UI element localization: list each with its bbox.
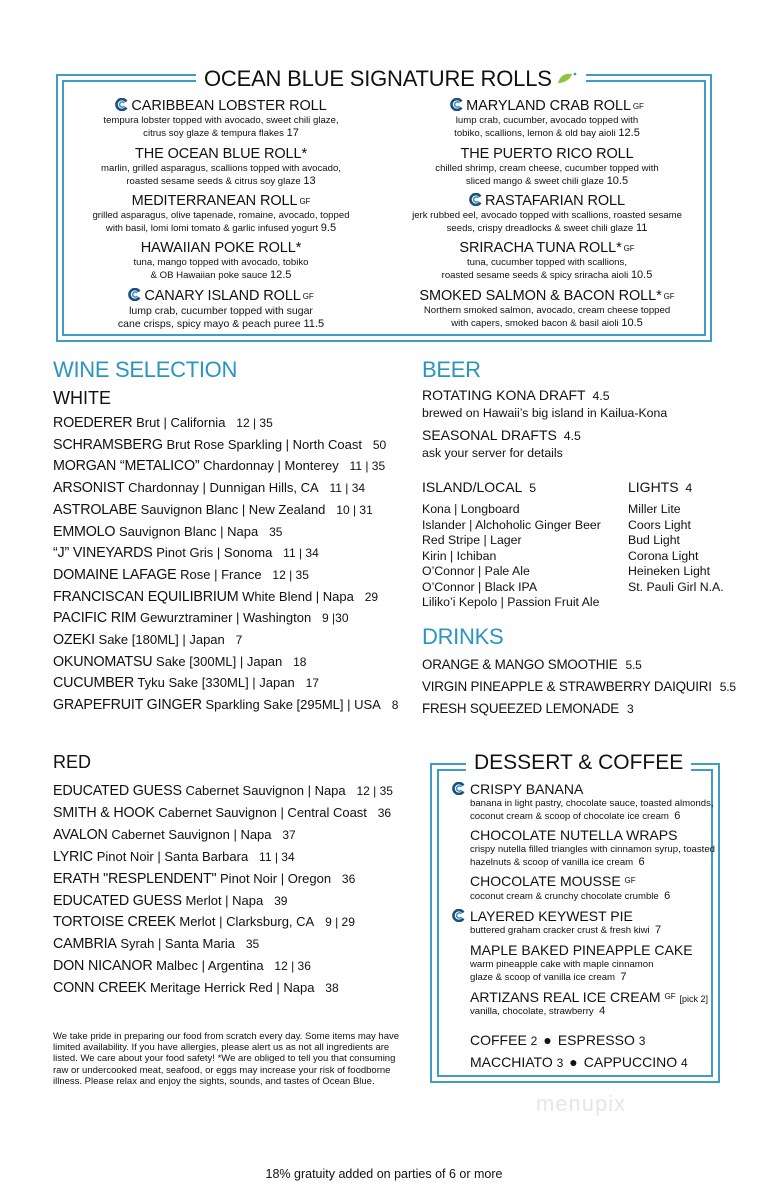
wine-desc: Pinot Gris | Sonoma	[156, 545, 273, 561]
roll-desc-line2: roasted sesame seeds & citrus soy glaze	[126, 176, 301, 187]
dessert-desc: coconut cream & crunchy chocolate crumble	[470, 891, 659, 902]
dessert-name: CRISPY BANANA	[470, 781, 584, 797]
beer-local-title: ISLAND/LOCAL	[422, 479, 523, 495]
wine-item	[53, 458, 385, 474]
beer-local-price: 5	[529, 481, 537, 495]
coffee-price: 4	[681, 1056, 688, 1070]
roll-name: CANARY ISLAND ROLL	[144, 288, 301, 304]
wine-item	[53, 415, 273, 431]
wine-item	[53, 697, 398, 713]
wine-item	[53, 589, 378, 605]
beer-draft-seasonal	[422, 428, 581, 444]
gluten-free-tag: GF	[623, 244, 635, 253]
wine-item	[53, 958, 311, 974]
roll-desc-line2: cane crisps, spicy mayo & peach puree	[117, 318, 301, 330]
roll-price: 9.5	[320, 222, 337, 234]
drinks-title: DRINKS	[422, 624, 504, 649]
wine-price: 11 | 34	[329, 481, 366, 496]
wine-desc: Cabernet Sauvignon | Napa	[111, 826, 272, 842]
wine-name: DON NICANOR	[53, 958, 153, 975]
beer-draft-price: 4.5	[592, 389, 610, 403]
wine-price: 9 |30	[322, 611, 349, 626]
signature-title-wrap	[196, 66, 586, 92]
wine-price: 36	[377, 805, 392, 820]
coffee-price: 3	[556, 1056, 564, 1070]
dessert-desc: buttered graham cracker crust & fresh kiwi	[470, 925, 650, 936]
wine-name: PACIFIC RIM	[53, 610, 137, 627]
roll-desc-line2: roasted sesame seeds & spicy sriracha aioli	[441, 270, 629, 281]
dessert-price: 6	[674, 810, 681, 822]
wine-item	[53, 437, 386, 453]
wine-item	[53, 893, 287, 909]
wine-desc: Tyku Sake [330ML] | Japan	[137, 675, 295, 691]
roll-desc-line2: citrus soy glaze & tempura flakes	[143, 128, 284, 139]
wine-desc: Merlot | Napa	[185, 892, 264, 908]
drink-price: 5.5	[625, 658, 642, 672]
wine-name: MORGAN “METALICO”	[53, 458, 200, 475]
wine-name: DOMAINE LAFAGE	[53, 566, 177, 583]
signature-title: OCEAN BLUE SIGNATURE ROLLS	[204, 66, 552, 91]
roll-name: MEDITERRANEAN ROLL	[131, 193, 298, 209]
dessert-item-name	[470, 873, 636, 889]
coffee-name: ESPRESSO	[557, 1032, 635, 1048]
bullet-icon: ●	[543, 1032, 552, 1048]
wine-item	[53, 524, 282, 540]
wine-name: OZEKI	[53, 632, 95, 648]
wine-desc: Gewurztraminer | Washington	[139, 610, 312, 626]
wine-item	[53, 783, 393, 799]
roll-name: CARIBBEAN LOBSTER ROLL	[131, 98, 327, 114]
coffee-name: COFFEE	[470, 1032, 527, 1048]
white-wine-title: WHITE	[53, 388, 111, 408]
roll-price: 11	[635, 222, 648, 234]
beer-lights-price: 4	[685, 481, 693, 495]
wine-price: 29	[364, 589, 379, 604]
beer-draft-rotating-desc: brewed on Hawaii’s big island in Kailua-Kona	[422, 406, 668, 420]
roll-price: 12.5	[270, 269, 292, 281]
roll-desc-line1: tuna, mango topped with avocado, tobiko	[133, 257, 309, 268]
roll-desc-line1: tempura lobster topped with avocado, sweet chili glaze,	[103, 115, 339, 126]
roll-maryland-crab	[382, 98, 712, 140]
wine-item	[53, 980, 339, 996]
wine-name: “J” VINEYARDS	[53, 545, 153, 562]
roll-desc-line2: with capers, smoked bacon & basil aioli	[451, 318, 619, 329]
dessert-name: MAPLE BAKED PINEAPPLE CAKE	[470, 942, 693, 958]
beer-lights-item: Heineken Light	[628, 564, 711, 578]
dessert-name: CHOCOLATE NUTELLA WRAPS	[470, 827, 678, 843]
wine-desc: Chardonnay | Dunnigan Hills, CA	[128, 480, 319, 496]
roll-desc-line1: lump crab, cucumber topped with sugar	[129, 305, 313, 317]
dessert-price: 6	[664, 890, 671, 902]
drink-name: VIRGIN PINEAPPLE & STRAWBERRY DAIQUIRI	[422, 679, 712, 694]
beer-lights-heading	[628, 480, 692, 496]
wine-price: 17	[305, 676, 319, 691]
dessert-desc: crispy nutella filled triangles with cinnamon syrup, toasted hazelnuts & scoop of vanilla ice cream	[470, 844, 715, 868]
dessert-item-name	[470, 942, 693, 958]
beer-local-item: Red Stripe | Lager	[422, 533, 522, 547]
wine-desc: Rose | France	[180, 566, 262, 582]
wine-price: 50	[372, 437, 387, 452]
wine-item	[53, 871, 355, 887]
wine-price: 36	[341, 871, 356, 886]
wine-name: TORTOISE CREEK	[53, 914, 176, 931]
wine-name: ARSONIST	[53, 480, 125, 497]
wine-desc: Sparkling Sake [295ML] | USA	[205, 697, 381, 713]
wine-name: CUCUMBER	[53, 675, 135, 692]
wine-name: ASTROLABE	[53, 501, 138, 518]
roll-desc-line2: tobiko, scallions, lemon & old bay aioli	[454, 128, 616, 139]
roll-name: RASTAFARIAN ROLL	[485, 193, 625, 209]
roll-ocean-blue	[56, 146, 386, 188]
wine-desc: Sake [300ML] | Japan	[156, 653, 283, 669]
drink-item	[422, 657, 642, 673]
dessert-item-name	[470, 781, 583, 797]
wine-price: 38	[325, 981, 339, 996]
roll-smoked-salmon	[382, 288, 712, 330]
wine-desc: White Blend | Napa	[242, 588, 354, 604]
roll-desc-line1: grilled asparagus, olive tapenade, romaine, avocado, topped	[92, 210, 350, 221]
dessert-desc: banana in light pastry, chocolate sauce, toasted almonds, coconut cream & scoop of chocolate ice cream	[470, 798, 714, 822]
ocean-blue-logo-icon	[128, 288, 141, 301]
dessert-price: 6	[638, 856, 645, 868]
drink-name: FRESH SQUEEZED LEMONADE	[422, 701, 620, 716]
wine-desc: Pinot Noir | Oregon	[220, 870, 332, 886]
roll-desc-line1: marlin, grilled asparagus, scallions topped with avocado,	[101, 163, 341, 174]
roll-name: HAWAIIAN POKE ROLL*	[140, 240, 302, 256]
wine-desc: Syrah | Santa Maria	[120, 936, 236, 952]
wine-item	[53, 654, 306, 670]
roll-mediterranean	[56, 193, 386, 235]
wine-item	[53, 914, 355, 930]
roll-desc-line1: chilled shrimp, cream cheese, cucumber topped with	[435, 163, 659, 174]
beer-draft-price: 4.5	[563, 429, 581, 443]
coffee-row-2	[470, 1054, 688, 1072]
ocean-blue-logo-icon	[469, 193, 482, 206]
wine-item	[53, 610, 349, 626]
wine-desc: Cabernet Sauvignon | Napa	[185, 783, 346, 798]
wine-desc: Pinot Noir | Santa Barbara	[96, 848, 249, 864]
ice-cream-note: [pick 2]	[679, 994, 708, 1004]
wine-desc: Brut | California	[136, 415, 226, 430]
wine-price: 9 | 29	[325, 915, 355, 930]
wine-item	[53, 827, 296, 843]
roll-desc-line1: lump crab, cucumber, avocado topped with	[455, 115, 639, 126]
wine-price: 35	[269, 524, 283, 539]
roll-rastafarian	[382, 193, 712, 235]
beer-local-heading	[422, 480, 536, 496]
dessert-item-desc	[470, 1005, 715, 1018]
wine-desc: Sauvignon Blanc | Napa	[118, 523, 259, 539]
roll-price: 10.5	[630, 269, 653, 281]
beer-lights-item: Corona Light	[628, 548, 699, 563]
dessert-item-desc	[470, 959, 675, 984]
wine-desc: Merlot | Clarksburg, CA	[179, 914, 315, 930]
roll-desc-line1: Northern smoked salmon, avocado, cream cheese topped	[423, 305, 671, 316]
dessert-item-desc	[470, 924, 715, 937]
dessert-title: DESSERT & COFFEE	[474, 751, 684, 774]
gluten-free-tag: GF	[664, 992, 676, 1001]
beer-lights-title: LIGHTS	[628, 479, 679, 495]
wine-desc: Brut Rose Sparkling | North Coast	[166, 436, 363, 452]
roll-caribbean-lobster	[56, 98, 386, 140]
wine-name: FRANCISCAN EQUILIBRIUM	[53, 588, 239, 605]
wine-desc: Sake [180ML] | Japan	[98, 632, 225, 647]
dessert-price: 7	[620, 971, 627, 983]
beer-local-item: O’Connor | Black IPA	[422, 579, 538, 594]
coffee-name: CAPPUCCINO	[583, 1054, 678, 1070]
roll-name: SRIRACHA TUNA ROLL*	[459, 240, 622, 256]
wine-price: 35	[245, 937, 260, 952]
roll-hawaiian-poke	[56, 240, 386, 282]
gratuity-footer: 18% gratuity added on parties of 6 or more	[265, 1167, 503, 1181]
wine-price: 12 | 35	[272, 567, 309, 582]
wine-name: GRAPEFRUIT GINGER	[53, 697, 202, 714]
wine-name: EDUCATED GUESS	[53, 892, 182, 909]
wine-name: EDUCATED GUESS	[53, 783, 182, 799]
drink-item	[422, 679, 736, 695]
wine-desc: Meritage Herrick Red | Napa	[149, 980, 315, 996]
beer-lights-item: Miller Lite	[628, 502, 681, 516]
gluten-free-tag: GF	[624, 876, 636, 885]
roll-desc-line2: sliced mango & sweet chili glaze	[465, 176, 605, 187]
beer-draft-name: ROTATING KONA DRAFT	[422, 387, 586, 403]
drink-price: 5.5	[719, 680, 736, 694]
beer-local-item: Islander | Alchoholic Ginger Beer	[422, 517, 601, 532]
bullet-icon: ●	[569, 1054, 578, 1070]
wine-price: 7	[235, 633, 243, 647]
dessert-price: 4	[599, 1005, 606, 1017]
drink-price: 3	[627, 702, 634, 716]
beer-local-item: Kona | Longboard	[422, 502, 520, 516]
dessert-item-desc	[470, 844, 715, 869]
watermark: menupix	[536, 1091, 627, 1116]
wine-name: OKUNOMATSU	[53, 653, 153, 670]
drink-item	[422, 701, 634, 717]
roll-name: MARYLAND CRAB ROLL	[466, 98, 631, 114]
wine-name: AVALON	[53, 826, 108, 843]
wine-price: 8	[391, 698, 399, 713]
roll-desc-line2: seeds, crispy dreadlocks & sweet chili glaze	[446, 223, 634, 234]
roll-canary-island	[56, 288, 386, 331]
wine-name: SMITH & HOOK	[53, 804, 155, 821]
roll-name: SMOKED SALMON & BACON ROLL*	[419, 288, 662, 304]
wine-item	[53, 805, 391, 821]
roll-price: 12.5	[618, 127, 640, 139]
roll-price: 10.5	[606, 175, 629, 187]
roll-price: 13	[303, 175, 316, 187]
ocean-blue-logo-icon	[115, 98, 128, 111]
roll-price: 10.5	[621, 317, 643, 329]
coffee-name: MACCHIATO	[470, 1054, 553, 1070]
wine-item	[53, 480, 365, 496]
dessert-desc: vanilla, chocolate, strawberry	[470, 1006, 594, 1017]
wine-item	[53, 936, 259, 952]
wine-name: LYRIC	[53, 848, 94, 865]
wine-price: 37	[282, 827, 296, 842]
beer-lights-item: St. Pauli Girl N.A.	[628, 579, 724, 594]
wine-price: 11 | 34	[259, 849, 295, 864]
gluten-free-tag: GF	[302, 292, 314, 301]
wine-item	[53, 567, 309, 583]
wine-price: 12 | 35	[356, 784, 393, 798]
coffee-price: 2	[530, 1034, 538, 1048]
ocean-blue-logo-icon	[452, 909, 465, 922]
beer-title: BEER	[422, 357, 481, 382]
wine-price: 12 | 36	[274, 959, 311, 974]
gluten-free-tag: GF	[299, 197, 311, 206]
beer-lights-item: Coors Light	[628, 517, 691, 532]
wine-desc: Cabernet Sauvignon | Central Coast	[158, 804, 367, 820]
wine-desc: Sauvignon Blanc | New Zealand	[140, 501, 326, 517]
dessert-item-name	[470, 908, 633, 924]
wine-price: 11 | 34	[283, 546, 319, 561]
dessert-title-wrap	[466, 751, 691, 775]
beer-draft-name: SEASONAL DRAFTS	[422, 427, 557, 443]
wine-name: EMMOLO	[53, 523, 116, 540]
roll-name: THE PUERTO RICO ROLL	[460, 146, 634, 162]
wine-desc: Malbec | Argentina	[156, 958, 264, 974]
ocean-blue-logo-icon	[452, 782, 465, 795]
dessert-item-desc	[470, 890, 715, 903]
wine-item	[53, 502, 373, 518]
wine-item	[53, 849, 295, 865]
roll-desc-line2: with basil, lomi lomi tomato & garlic infused yogurt	[105, 223, 319, 234]
gluten-free-tag: GF	[663, 292, 675, 301]
beer-draft-seasonal-desc: ask your server for details	[422, 446, 563, 460]
gluten-free-tag: GF	[632, 102, 644, 111]
coffee-price: 3	[638, 1034, 646, 1048]
wine-name: CAMBRIA	[53, 936, 117, 953]
ocean-blue-logo-icon	[450, 98, 463, 111]
coffee-row-1	[470, 1032, 645, 1050]
beer-local-item: Kirin | Ichiban	[422, 548, 497, 563]
wine-price: 10 | 31	[336, 502, 373, 517]
wine-desc: Chardonnay | Monterey	[203, 458, 339, 474]
wine-item	[53, 675, 319, 691]
wine-price: 12 | 35	[236, 416, 273, 430]
red-wine-title: RED	[53, 752, 92, 772]
roll-puerto-rico	[382, 146, 712, 188]
beer-draft-rotating	[422, 388, 610, 404]
dessert-desc: warm pineapple cake with maple cinnamon glaze & scoop of vanilla ice cream	[470, 959, 654, 983]
food-safety-disclaimer: We take pride in preparing our food from scratch every day. Some items may have limited availability. If you have allergies, please alert us as not all ingredients are listed. We care about your food safety! *We are obliged to tell you that consuming raw or undercooked meat, seafood, or eggs may increase your risk of foodborne illness. Please relax and enjoy the sights, sounds, and tastes of Ocean Blue.	[53, 1031, 400, 1087]
wine-price: 18	[293, 654, 307, 669]
roll-price: 11.5	[303, 318, 325, 330]
drink-name: ORANGE & MANGO SMOOTHIE	[422, 657, 618, 672]
dessert-name: ARTIZANS REAL ICE CREAM	[470, 989, 661, 1005]
leaf-icon	[556, 71, 578, 85]
wine-name: ERATH "RESPLENDENT"	[53, 870, 217, 887]
wine-item	[53, 545, 319, 561]
dessert-price: 7	[655, 924, 662, 936]
roll-desc-line1: jerk rubbed eel, avocado topped with scallions, roasted sesame	[412, 210, 682, 221]
roll-desc-line1: tuna, cucumber topped with scallions,	[467, 257, 627, 268]
wine-item	[53, 632, 242, 648]
roll-sriracha-tuna	[382, 240, 712, 282]
wine-price: 11 | 35	[349, 459, 386, 474]
wine-title: WINE SELECTION	[53, 357, 238, 382]
roll-desc-line2: & OB Hawaiian poke sauce	[150, 270, 268, 281]
wine-name: ROEDERER	[53, 415, 133, 431]
beer-lights-item: Bud Light	[628, 533, 680, 547]
roll-name: THE OCEAN BLUE ROLL*	[134, 146, 308, 162]
roll-price: 17	[286, 127, 299, 139]
wine-name: SCHRAMSBERG	[53, 436, 163, 453]
beer-local-item: O’Connor | Pale Ale	[422, 564, 530, 578]
wine-price: 39	[274, 893, 288, 908]
dessert-item-desc	[470, 798, 715, 823]
dessert-name: LAYERED KEYWEST PIE	[470, 908, 633, 924]
beer-local-item: Liliko’i Kepolo | Passion Fruit Ale	[422, 595, 600, 609]
dessert-name: CHOCOLATE MOUSSE	[470, 873, 621, 889]
dessert-item-name	[470, 827, 677, 843]
wine-name: CONN CREEK	[53, 980, 147, 997]
